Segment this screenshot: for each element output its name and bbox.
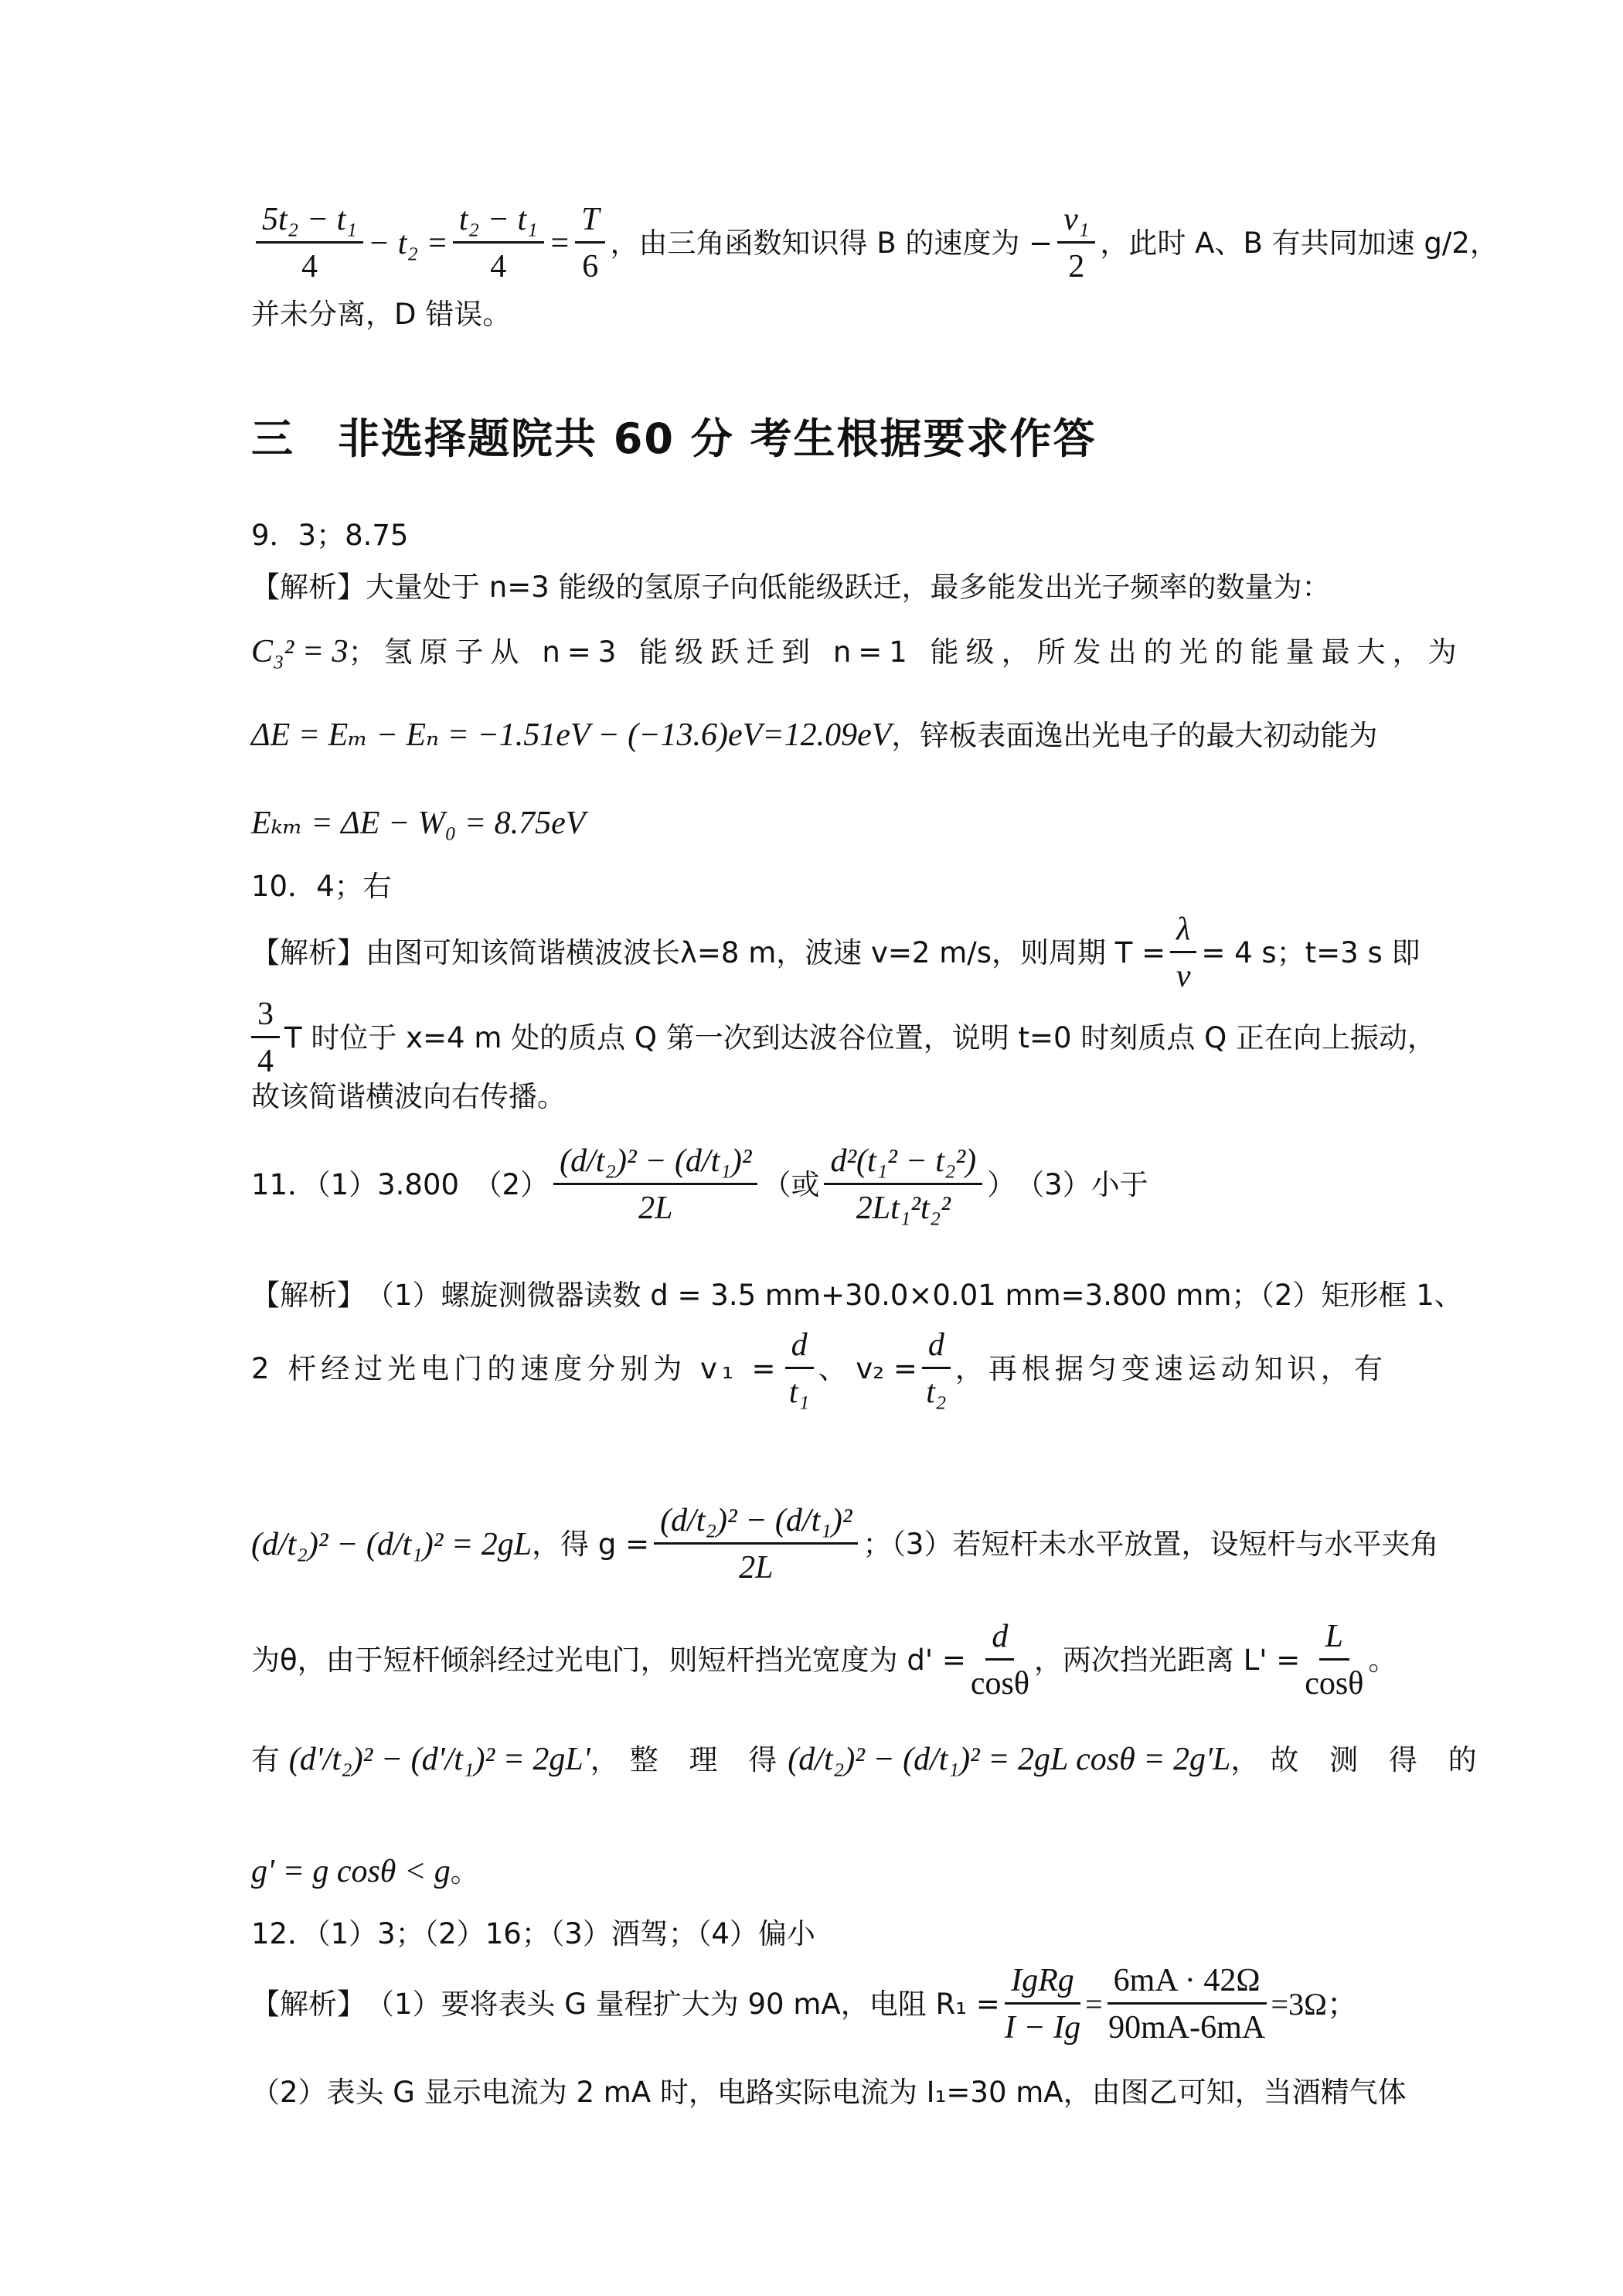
fraction: $\frac{\text{d²(t₁² − t₂²)}}{\text{2Lt₁²t₂²}}$ (824, 1144, 982, 1225)
q10-analysis-line3: 故该简谐横波向右传播。 (251, 1080, 566, 1113)
q12-analysis-line1: 【解析】 （1）要将表头 G 量程扩大为 90 mA，电阻 R₁ = $\frac{\text{IgRg}}{I - Ig}$ = $\frac{6mA \cdot 42\Omega}{90mA-6mA}$ =3Ω； (251, 1963, 1358, 2046)
q12-answer: 12．（1）3；（2）16；（3）酒驾；（4）偏小 (251, 1917, 815, 1950)
q8-conclusion: 并未分离，D 错误。 (251, 298, 512, 331)
q11-analysis-line2: 2 杆经过光电门的速度分别为 v₁ = $\frac{d}{\text{t₁}}$ 、 v₂ = $\frac{d}{\text{t₂}}$ ，再根据匀变速运动知识，有 (251, 1327, 1387, 1411)
q9-analysis-line2: C₃² = 3 ；氢原子从 n=3 能级跃迁到 n=1 能级，所发出的光的能量最大，为 (251, 634, 1464, 669)
q8-formula-line: $\frac{\text{5t₂ − t₁}}{4}$ − t₂ = $\frac{\text{t₂ − t₁}}{4}$ = $\frac{T}{6}$ ，由三角函数知识得 B 的速度为 − $\frac{\text{v₁}}{2}$ ，此时 A、B 有共同加速 g/2， (251, 203, 1499, 284)
q9-analysis-line4: Eₖₘ = ΔE − W₀ = 8.75eV (251, 806, 586, 841)
q11-analysis-line3: (d/t₂)² − (d/t₁)² = 2gL ，得 g = $\frac{\text{(d/t₂)² − (d/t₁)²}}{2L}$ ；（3）若短杆未水平放置，设短杆与水平夹角 (251, 1503, 1439, 1586)
fraction: $\frac{3}{4}$ (251, 997, 280, 1078)
fraction: $\frac{T}{6}$ (575, 203, 605, 284)
q11-analysis-line6: g' = g cosθ < g 。 (251, 1854, 479, 1889)
fraction: $\frac{\lambda}{v}$ (1170, 912, 1196, 993)
q10-analysis-line1: 【解析】 由图可知该简谐横波波长λ=8 m，波速 v=2 m/s，则周期 T = $\frac{\lambda}{v}$ = 4 s；t=3 s 即 (251, 911, 1421, 995)
q11-answer: 11．（1）3.800 （2） $\frac{\text{(d/t₂)² − (d/t₁)²}}{2L}$ （或 $\frac{\text{d²(t₁² − t₂²)}}{\text{2Lt₁²t₂²}}$ ） （3）小于 (251, 1143, 1148, 1227)
fraction: $\frac{\text{5t₂ − t₁}}{4}$ (256, 203, 363, 284)
q12-analysis-line2: （2）表头 G 显示电流为 2 mA 时，电路实际电流为 I₁=30 mA，由图乙可知，当酒精气体 (251, 2076, 1407, 2109)
fraction: $\frac{\text{IgRg}}{I - Ig}$ (1004, 1963, 1081, 2046)
fraction: $\frac{d}{\text{t₁}}$ (785, 1328, 814, 1409)
q11-analysis-line5: 有 (d'/t₂)² − (d'/t₁)² = 2gL' ，整 理 得 (d/t₂)² − (d/t₁)² = 2gL cosθ = 2g'L ，故 测 得 的 (251, 1742, 1488, 1777)
fraction: $\frac{\text{t₂ − t₁}}{4}$ (453, 203, 544, 284)
q11-analysis-line4: 为θ，由于短杆倾斜经过光电门，则短杆挡光宽度为 d' = $\frac{d}{\cos\theta}$ ，两次挡光距离 L' = $\frac{L}{\cos\theta}$ 。 (251, 1619, 1397, 1702)
q9-answer: 9．3；8.75 (251, 519, 409, 552)
fraction: $\frac{\text{(d/t₂)² − (d/t₁)²}}{2L}$ (654, 1504, 858, 1585)
fraction: $\frac{d}{\cos\theta}$ (970, 1619, 1029, 1702)
fraction: $\frac{L}{\cos\theta}$ (1305, 1619, 1364, 1702)
analysis-label: 【解析】 (251, 1988, 366, 2022)
q9-analysis-line1: 【解析】 大量处于 n=3 能级的氢原子向低能级跃迁，最多能发出光子频率的数量为： (251, 571, 1331, 604)
fraction: $\frac{\text{(d/t₂)² − (d/t₁)²}}{2L}$ (553, 1144, 757, 1225)
fraction: $\frac{d}{\text{t₂}}$ (922, 1328, 951, 1409)
q9-analysis-line3: ΔE = Eₘ − Eₙ = −1.51eV − (−13.6)eV=12.09eV ，锌板表面逸出光电子的最大初动能为 (251, 717, 1378, 753)
analysis-label: 【解析】 (251, 571, 366, 604)
q10-answer: 10．4；右 (251, 870, 392, 903)
analysis-label: 【解析】 (251, 1279, 366, 1312)
analysis-label: 【解析】 (251, 936, 366, 970)
fraction: $\frac{6mA \cdot 42\Omega}{90mA-6mA}$ (1108, 1963, 1266, 2046)
q10-analysis-line2: $\frac{3}{4}$ T 时位于 x=4 m 处的质点 Q 第一次到达波谷位置，说明 t=0 时刻质点 Q 正在向上振动， (251, 997, 1436, 1078)
fraction: $\frac{\text{v₁}}{2}$ (1057, 203, 1095, 284)
section-heading: 三 非选择题院共 60 分 考生根据要求作答 (251, 414, 1097, 463)
q11-analysis-line1: 【解析】 （1）螺旋测微器读数 d = 3.5 mm+30.0×0.01 mm=3.800 mm；（2）矩形框 1、 (251, 1279, 1463, 1312)
